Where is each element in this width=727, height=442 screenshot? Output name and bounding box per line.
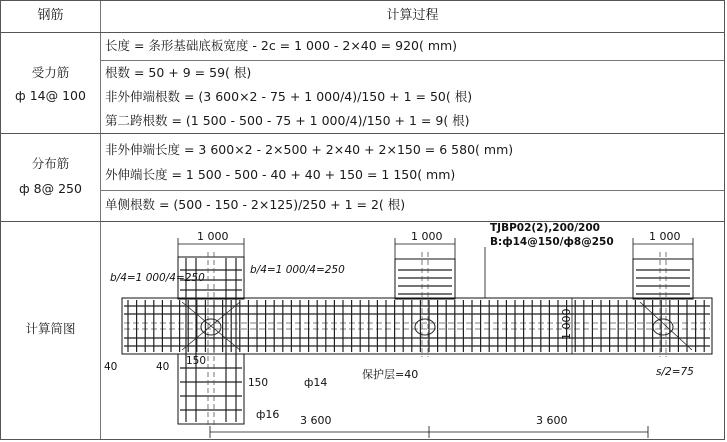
bar-spec: ф 8@ 250 <box>19 181 82 196</box>
calc-line: 外伸端长度 = 1 500 - 500 - 40 + 40 + 150 = 1 150( mm) <box>105 167 456 182</box>
tag-text: TJBP02(2),200/200 <box>490 222 600 234</box>
dim-text: 40 <box>156 361 170 373</box>
bar-label: ф16 <box>256 408 280 421</box>
dim-text: 1 000 <box>649 230 681 243</box>
bar-label: ф14 <box>304 376 328 389</box>
row-divider <box>1 133 724 134</box>
dim-text: 3 600 <box>536 414 568 427</box>
tag-text: B:ф14@150/ф8@250 <box>490 236 614 248</box>
dim-text: 150 <box>248 377 269 389</box>
calc-line: 非外伸端长度 = 3 600×2 - 2×500 + 2×40 + 2×150 = 6 580( mm) <box>105 142 514 157</box>
pad-right-top <box>633 259 693 299</box>
dim-text: 1 000 <box>411 230 443 243</box>
row-divider <box>100 60 724 61</box>
header-col2: 计算过程 <box>386 8 439 23</box>
pad-mid-top <box>395 259 455 299</box>
calc-line: 非外伸端根数 = (3 600×2 - 75 + 1 000/4)/150 + 1 = 50( 根) <box>105 89 473 104</box>
calc-line: 长度 = 条形基础底板宽度 - 2c = 1 000 - 2×40 = 920( mm) <box>105 38 458 53</box>
bar-name: 受力筋 <box>31 65 70 80</box>
dim-text: 1 000 <box>560 308 573 340</box>
bar-name: 分布筋 <box>31 156 70 171</box>
dim-text: 1 000 <box>197 230 229 243</box>
dim-text: 40 <box>104 361 118 373</box>
row-divider <box>100 190 724 191</box>
dim-text: 150 <box>186 355 207 367</box>
calc-line: 第二跨根数 = (1 500 - 500 - 75 + 1 000/4)/150 + 1 = 9( 根) <box>105 113 470 128</box>
note-text: b/4=1 000/4=250 <box>110 272 205 284</box>
note-text: b/4=1 000/4=250 <box>250 264 345 276</box>
calc-diagram <box>100 222 724 439</box>
dim-text: s/2=75 <box>656 366 694 378</box>
calc-line: 根数 = 50 + 9 = 59( 根) <box>105 65 252 80</box>
drawing-label: 计算简图 <box>25 321 76 336</box>
calc-line: 单侧根数 = (500 - 150 - 2×125)/250 + 1 = 2( 根) <box>105 197 406 212</box>
dim-text: 3 600 <box>300 414 332 427</box>
header-col1: 钢筋 <box>37 8 64 23</box>
bar-spec: ф 14@ 100 <box>15 88 86 103</box>
header-divider <box>1 32 724 33</box>
cover-label: 保护层=40 <box>362 368 419 381</box>
